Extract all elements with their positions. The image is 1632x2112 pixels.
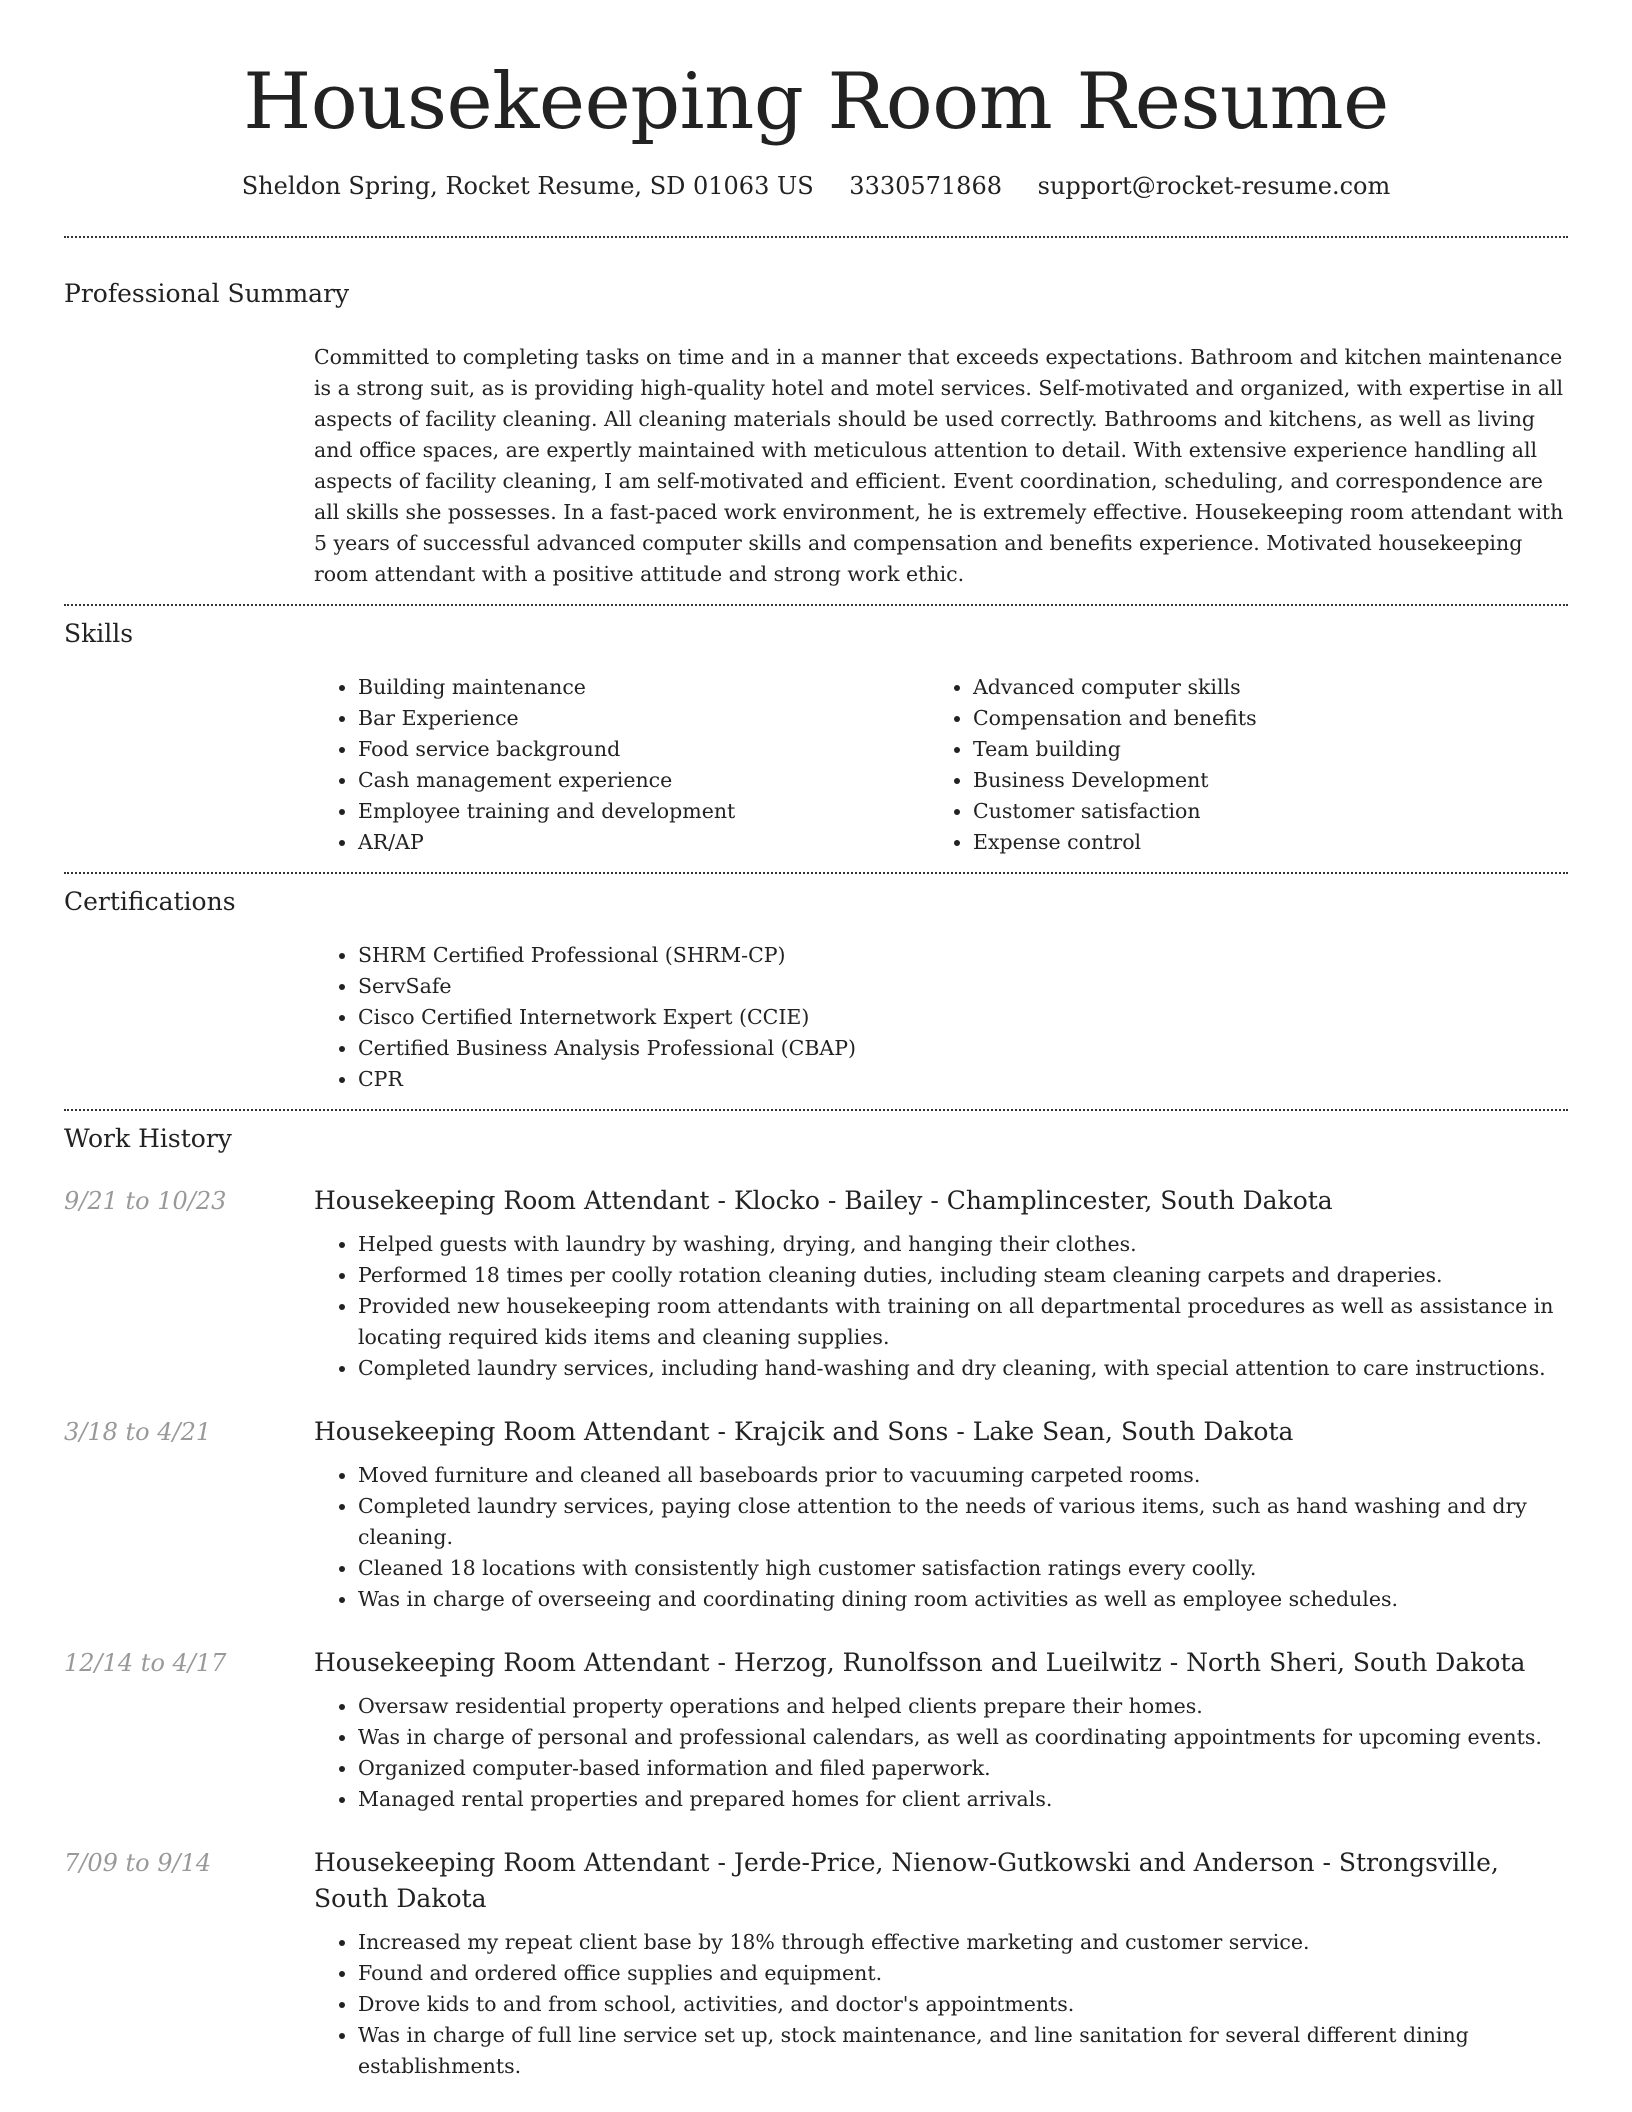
job-bullet: • Completed laundry services, including hand-washing and dry cleaning, with special attention to care instructions. xyxy=(358,1353,1568,1384)
job-title: Housekeeping Room Attendant - Herzog, Runolfsson and Lueilwitz - North Sheri, South Dakota xyxy=(314,1648,1526,1677)
certification-item: • Cisco Certified Internetwork Expert (CCIE) xyxy=(358,1002,1568,1033)
section-title-certifications: Certifications xyxy=(64,887,236,916)
section-divider xyxy=(64,1109,1568,1111)
certifications-list xyxy=(314,940,1568,1095)
resume-title: Housekeeping Room Resume xyxy=(243,57,1389,147)
skills-list-left xyxy=(314,672,929,858)
job-body xyxy=(314,1183,1568,1384)
job-title: Housekeeping Room Attendant - Krajcik and Sons - Lake Sean, South Dakota xyxy=(314,1417,1294,1446)
contact-line xyxy=(64,170,1568,202)
job-bullet: • Provided new housekeeping room attendants with training on all departmental procedures as well as assistance in locating required kids items and cleaning supplies. xyxy=(358,1291,1568,1353)
skill-item: • AR/AP xyxy=(358,827,929,858)
section-divider xyxy=(64,872,1568,874)
work-history-section xyxy=(64,1123,1568,2082)
job-title: Housekeeping Room Attendant - Jerde-Price, Nienow-Gutkowski and Anderson - Strongsville, South Dakota xyxy=(314,1848,1499,1913)
job-bullet: • Helped guests with laundry by washing, drying, and hanging their clothes. xyxy=(358,1229,1568,1260)
job-body xyxy=(314,1414,1568,1615)
job-entry xyxy=(64,1183,1568,1384)
skill-item: • Expense control xyxy=(973,827,1544,858)
skill-item: • Team building xyxy=(973,734,1544,765)
job-bullet: • Completed laundry services, paying close attention to the needs of various items, such as hand washing and dry cleaning. xyxy=(358,1491,1568,1553)
job-bullet: • Performed 18 times per coolly rotation cleaning duties, including steam cleaning carpets and draperies. xyxy=(358,1260,1568,1291)
job-body xyxy=(314,1645,1568,1815)
job-bullet: • Was in charge of full line service set up, stock maintenance, and line sanitation for several different dining establishments. xyxy=(358,2020,1568,2082)
job-body xyxy=(314,1845,1568,2082)
job-dates: 3/18 to 4/21 xyxy=(64,1418,212,1446)
job-bullet: • Was in charge of personal and professional calendars, as well as coordinating appointments for upcoming events. xyxy=(358,1722,1568,1753)
certification-item: • CPR xyxy=(358,1064,1568,1095)
job-bullet: • Managed rental properties and prepared homes for client arrivals. xyxy=(358,1784,1568,1815)
job-bullet: • Organized computer-based information and filed paperwork. xyxy=(358,1753,1568,1784)
certification-item: • Certified Business Analysis Professional (CBAP) xyxy=(358,1033,1568,1064)
job-bullets xyxy=(314,1460,1568,1615)
job-dates: 9/21 to 10/23 xyxy=(64,1187,227,1215)
job-dates: 7/09 to 9/14 xyxy=(64,1849,212,1877)
section-divider xyxy=(64,236,1568,238)
certification-item: • ServSafe xyxy=(358,971,1568,1002)
skill-item: • Building maintenance xyxy=(358,672,929,703)
certification-item: • SHRM Certified Professional (SHRM-CP) xyxy=(358,940,1568,971)
section-title-summary: Professional Summary xyxy=(64,279,350,308)
job-entry xyxy=(64,1645,1568,1815)
skill-item: • Employee training and development xyxy=(358,796,929,827)
job-title: Housekeeping Room Attendant - Klocko - Bailey - Champlincester, South Dakota xyxy=(314,1186,1333,1215)
certifications-section xyxy=(64,886,1568,1095)
contact-address: Sheldon Spring, Rocket Resume, SD 01063 US xyxy=(241,172,814,200)
job-bullet: • Found and ordered office supplies and equipment. xyxy=(358,1958,1568,1989)
job-entry xyxy=(64,1845,1568,2082)
section-title-work-history: Work History xyxy=(64,1124,232,1153)
job-bullets xyxy=(314,1927,1568,2082)
job-bullet: • Was in charge of overseeing and coordinating dining room activities as well as employee schedules. xyxy=(358,1584,1568,1615)
job-bullets xyxy=(314,1229,1568,1384)
resume-page xyxy=(64,0,1568,2082)
skill-item: • Advanced computer skills xyxy=(973,672,1544,703)
job-bullet: • Cleaned 18 locations with consistently high customer satisfaction ratings every coolly. xyxy=(358,1553,1568,1584)
skill-item: • Bar Experience xyxy=(358,703,929,734)
summary-text: Committed to completing tasks on time and in a manner that exceeds expectations. Bathroom and kitchen maintenance is a strong suit, as is providing high-quality hotel and motel services. Self-motivated and organized, with expertise in all aspects of facility cleaning. All cleaning materials should be used correctly. Bathrooms and kitchens, as well as living and office spaces, are expertly maintained with meticulous attention to detail. With extensive experience handling all aspects of facility cleaning, I am self-motivated and efficient. Event coordination, scheduling, and correspondence are all skills she possesses. In a fast-paced work environment, he is extremely effective. Housekeeping room attendant with 5 years of successful advanced computer skills and compensation and benefits experience. Motivated housekeeping room attendant with a positive attitude and strong work ethic. xyxy=(314,345,1564,586)
job-bullet: • Moved furniture and cleaned all baseboards prior to vacuuming carpeted rooms. xyxy=(358,1460,1568,1491)
contact-email: support@rocket-resume.com xyxy=(1037,172,1391,200)
skill-item: • Business Development xyxy=(973,765,1544,796)
job-bullet: • Oversaw residential property operations and helped clients prepare their homes. xyxy=(358,1691,1568,1722)
skills-columns xyxy=(314,672,1568,858)
job-dates: 12/14 to 4/17 xyxy=(64,1649,227,1677)
section-divider xyxy=(64,604,1568,606)
section-title-skills: Skills xyxy=(64,619,134,648)
skill-item: • Compensation and benefits xyxy=(973,703,1544,734)
skills-list-right xyxy=(929,672,1544,858)
professional-summary-section xyxy=(64,278,1568,590)
skill-item: • Food service background xyxy=(358,734,929,765)
job-bullets xyxy=(314,1691,1568,1815)
job-entry xyxy=(64,1414,1568,1615)
job-bullet: • Drove kids to and from school, activities, and doctor's appointments. xyxy=(358,1989,1568,2020)
skill-item: • Customer satisfaction xyxy=(973,796,1544,827)
contact-phone: 3330571868 xyxy=(849,172,1002,200)
certifications-list-wrap xyxy=(314,940,1568,1095)
skill-item: • Cash management experience xyxy=(358,765,929,796)
job-bullet: • Increased my repeat client base by 18% through effective marketing and customer service. xyxy=(358,1927,1568,1958)
skills-section xyxy=(64,618,1568,858)
